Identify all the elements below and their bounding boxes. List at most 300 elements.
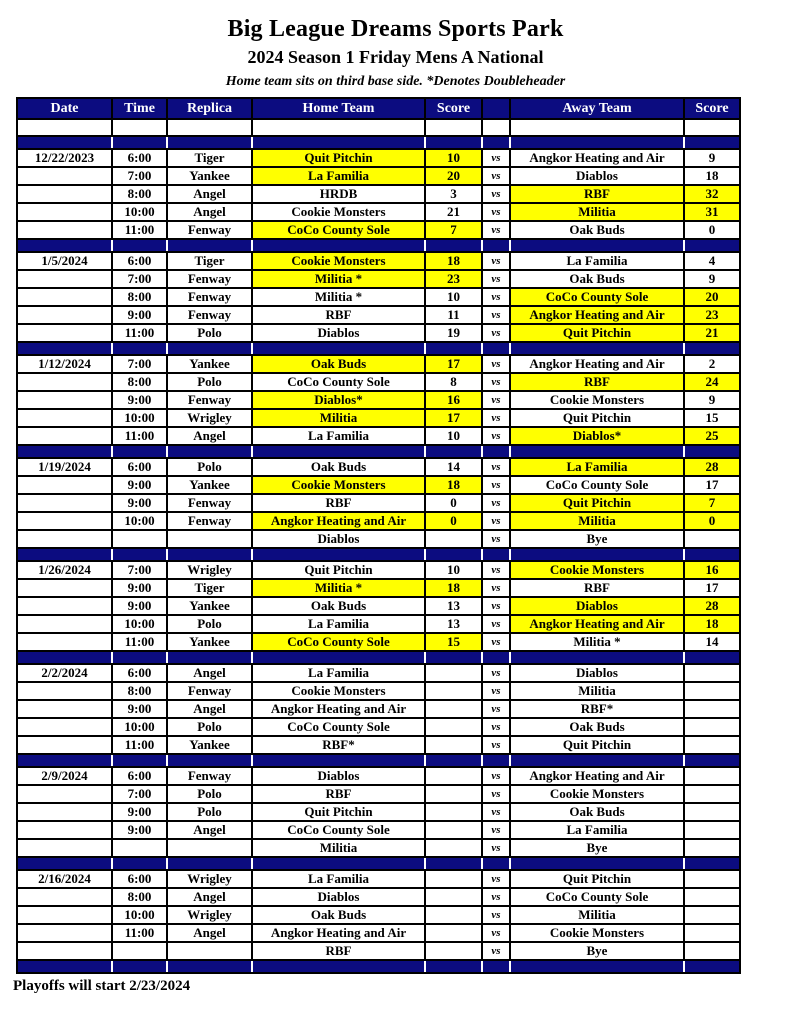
vs-cell: vs <box>482 561 510 579</box>
date-cell <box>17 651 112 664</box>
date-cell <box>17 615 112 633</box>
home-team-cell <box>252 754 425 767</box>
game-row <box>17 803 740 821</box>
time-cell: 8:00 <box>112 185 167 203</box>
home-score-cell: 3 <box>425 185 482 203</box>
home-score-cell: 10 <box>425 561 482 579</box>
home-team-cell: RBF* <box>252 736 425 754</box>
home-team-cell: Cookie Monsters <box>252 682 425 700</box>
home-score-cell: 18 <box>425 476 482 494</box>
replica-cell: Angel <box>167 203 252 221</box>
home-team-cell <box>252 445 425 458</box>
away-score-cell <box>684 700 740 718</box>
away-score-cell: 25 <box>684 427 740 445</box>
replica-cell: Polo <box>167 458 252 476</box>
replica-cell: Wrigley <box>167 409 252 427</box>
home-score-cell: 13 <box>425 597 482 615</box>
date-cell <box>17 136 112 149</box>
away-team-cell <box>510 119 684 136</box>
date-cell: 12/22/2023 <box>17 149 112 167</box>
away-score-cell: 17 <box>684 579 740 597</box>
home-score-cell: 14 <box>425 458 482 476</box>
date-cell <box>17 597 112 615</box>
home-score-cell <box>425 870 482 888</box>
home-team-cell <box>252 548 425 561</box>
vs-cell: vs <box>482 167 510 185</box>
time-cell: 11:00 <box>112 427 167 445</box>
replica-cell: Polo <box>167 373 252 391</box>
replica-cell: Fenway <box>167 391 252 409</box>
away-team-cell: Quit Pitchin <box>510 736 684 754</box>
date-cell <box>17 942 112 960</box>
replica-cell <box>167 857 252 870</box>
away-team-cell: Cookie Monsters <box>510 391 684 409</box>
away-team-cell: RBF <box>510 373 684 391</box>
vs-cell: vs <box>482 579 510 597</box>
home-team-cell: Quit Pitchin <box>252 561 425 579</box>
time-cell: 11:00 <box>112 324 167 342</box>
time-cell: 10:00 <box>112 409 167 427</box>
away-team-cell <box>510 342 684 355</box>
game-row <box>17 306 740 324</box>
away-score-cell: 28 <box>684 458 740 476</box>
home-score-cell: 17 <box>425 355 482 373</box>
date-cell <box>17 288 112 306</box>
game-row <box>17 718 740 736</box>
date-cell <box>17 494 112 512</box>
replica-cell: Fenway <box>167 288 252 306</box>
replica-cell: Polo <box>167 324 252 342</box>
replica-cell: Angel <box>167 427 252 445</box>
date-cell <box>17 888 112 906</box>
home-team-cell: Diablos <box>252 530 425 548</box>
vs-cell: vs <box>482 888 510 906</box>
page-subtitle: 2024 Season 1 Friday Mens A National <box>247 47 544 67</box>
vs-cell: vs <box>482 203 510 221</box>
home-score-cell <box>425 924 482 942</box>
vs-cell: vs <box>482 718 510 736</box>
replica-cell: Fenway <box>167 512 252 530</box>
vs-cell <box>482 754 510 767</box>
time-cell <box>112 651 167 664</box>
home-team-cell: Diablos <box>252 888 425 906</box>
date-cell <box>17 512 112 530</box>
away-score-cell: 0 <box>684 512 740 530</box>
away-team-cell: Militia <box>510 203 684 221</box>
home-score-cell <box>425 700 482 718</box>
date-cell: 1/19/2024 <box>17 458 112 476</box>
home-team-cell <box>252 239 425 252</box>
date-cell <box>17 803 112 821</box>
vs-cell: vs <box>482 288 510 306</box>
date-cell <box>17 548 112 561</box>
vs-cell: vs <box>482 306 510 324</box>
away-team-cell: RBF <box>510 579 684 597</box>
col-header-away-team: Away Team <box>510 98 684 119</box>
col-header-vs <box>482 98 510 119</box>
home-score-cell: 19 <box>425 324 482 342</box>
replica-cell: Fenway <box>167 767 252 785</box>
home-score-cell <box>425 839 482 857</box>
replica-cell: Angel <box>167 700 252 718</box>
vs-cell: vs <box>482 924 510 942</box>
col-header-home-team: Home Team <box>252 98 425 119</box>
home-score-cell <box>425 651 482 664</box>
replica-cell <box>167 960 252 973</box>
home-score-cell <box>425 718 482 736</box>
replica-cell: Fenway <box>167 270 252 288</box>
page-note: Home team sits on third base side. *Denotes Doubleheader <box>225 74 566 89</box>
away-team-cell: Quit Pitchin <box>510 409 684 427</box>
home-score-cell <box>425 119 482 136</box>
replica-cell <box>167 754 252 767</box>
away-score-cell <box>684 870 740 888</box>
replica-cell: Tiger <box>167 579 252 597</box>
vs-cell: vs <box>482 373 510 391</box>
away-team-cell: La Familia <box>510 821 684 839</box>
home-score-cell <box>425 754 482 767</box>
vs-cell: vs <box>482 391 510 409</box>
date-cell <box>17 700 112 718</box>
away-team-cell: Angkor Heating and Air <box>510 767 684 785</box>
vs-cell: vs <box>482 700 510 718</box>
game-row <box>17 458 740 476</box>
home-team-cell <box>252 136 425 149</box>
home-team-cell: CoCo County Sole <box>252 633 425 651</box>
away-score-cell <box>684 906 740 924</box>
time-cell <box>112 445 167 458</box>
time-cell: 7:00 <box>112 785 167 803</box>
away-team-cell: Oak Buds <box>510 221 684 239</box>
away-score-cell <box>684 682 740 700</box>
vs-cell: vs <box>482 476 510 494</box>
away-score-cell <box>684 924 740 942</box>
away-team-cell: Bye <box>510 839 684 857</box>
home-team-cell: Oak Buds <box>252 355 425 373</box>
away-team-cell: Militia * <box>510 633 684 651</box>
separator-row <box>17 445 740 458</box>
time-cell: 6:00 <box>112 664 167 682</box>
date-cell <box>17 718 112 736</box>
home-score-cell <box>425 239 482 252</box>
replica-cell: Polo <box>167 615 252 633</box>
game-row <box>17 203 740 221</box>
away-score-cell <box>684 821 740 839</box>
home-score-cell: 15 <box>425 633 482 651</box>
home-score-cell: 11 <box>425 306 482 324</box>
date-cell <box>17 821 112 839</box>
time-cell <box>112 548 167 561</box>
replica-cell: Yankee <box>167 476 252 494</box>
col-header-date: Date <box>17 98 112 119</box>
date-cell <box>17 579 112 597</box>
away-score-cell: 18 <box>684 615 740 633</box>
away-team-cell: La Familia <box>510 458 684 476</box>
away-team-cell: Quit Pitchin <box>510 494 684 512</box>
time-cell <box>112 239 167 252</box>
away-team-cell: CoCo County Sole <box>510 888 684 906</box>
time-cell <box>112 754 167 767</box>
home-score-cell <box>425 736 482 754</box>
game-row <box>17 924 740 942</box>
away-score-cell: 16 <box>684 561 740 579</box>
replica-cell: Angel <box>167 821 252 839</box>
schedule-body <box>17 119 740 973</box>
vs-cell <box>482 239 510 252</box>
home-score-cell: 18 <box>425 252 482 270</box>
away-score-cell: 7 <box>684 494 740 512</box>
vs-cell: vs <box>482 185 510 203</box>
home-score-cell <box>425 136 482 149</box>
vs-cell: vs <box>482 530 510 548</box>
game-row <box>17 270 740 288</box>
home-score-cell <box>425 942 482 960</box>
away-team-cell <box>510 960 684 973</box>
replica-cell: Fenway <box>167 682 252 700</box>
game-row <box>17 324 740 342</box>
separator-row <box>17 548 740 561</box>
away-team-cell <box>510 548 684 561</box>
vs-cell: vs <box>482 839 510 857</box>
date-cell <box>17 427 112 445</box>
game-row <box>17 700 740 718</box>
away-score-cell: 0 <box>684 221 740 239</box>
time-cell: 10:00 <box>112 718 167 736</box>
separator-row <box>17 136 740 149</box>
home-team-cell: CoCo County Sole <box>252 373 425 391</box>
game-row <box>17 682 740 700</box>
vs-cell: vs <box>482 409 510 427</box>
away-team-cell: Quit Pitchin <box>510 870 684 888</box>
home-team-cell: CoCo County Sole <box>252 221 425 239</box>
home-team-cell: Angkor Heating and Air <box>252 924 425 942</box>
home-team-cell: Diablos <box>252 767 425 785</box>
home-score-cell: 23 <box>425 270 482 288</box>
vs-cell <box>482 136 510 149</box>
away-team-cell: Diablos* <box>510 427 684 445</box>
away-team-cell: Oak Buds <box>510 718 684 736</box>
away-score-cell <box>684 530 740 548</box>
away-score-cell <box>684 445 740 458</box>
home-score-cell <box>425 682 482 700</box>
away-team-cell: Militia <box>510 906 684 924</box>
game-row <box>17 888 740 906</box>
time-cell: 8:00 <box>112 288 167 306</box>
home-score-cell: 20 <box>425 167 482 185</box>
home-team-cell: Angkor Heating and Air <box>252 700 425 718</box>
home-score-cell <box>425 445 482 458</box>
away-team-cell: Militia <box>510 512 684 530</box>
home-score-cell <box>425 803 482 821</box>
date-cell <box>17 185 112 203</box>
vs-cell <box>482 651 510 664</box>
away-score-cell <box>684 651 740 664</box>
vs-cell: vs <box>482 767 510 785</box>
replica-cell <box>167 651 252 664</box>
col-header-replica: Replica <box>167 98 252 119</box>
game-row <box>17 373 740 391</box>
away-team-cell: CoCo County Sole <box>510 476 684 494</box>
replica-cell: Fenway <box>167 221 252 239</box>
vs-cell: vs <box>482 494 510 512</box>
home-team-cell: Angkor Heating and Air <box>252 512 425 530</box>
replica-cell: Tiger <box>167 252 252 270</box>
away-team-cell <box>510 754 684 767</box>
replica-cell: Yankee <box>167 736 252 754</box>
date-cell <box>17 221 112 239</box>
home-team-cell: Diablos* <box>252 391 425 409</box>
replica-cell: Yankee <box>167 167 252 185</box>
vs-cell: vs <box>482 633 510 651</box>
away-score-cell <box>684 136 740 149</box>
game-row <box>17 906 740 924</box>
game-row <box>17 149 740 167</box>
game-row <box>17 288 740 306</box>
replica-cell <box>167 942 252 960</box>
game-row <box>17 767 740 785</box>
date-cell <box>17 445 112 458</box>
away-score-cell: 24 <box>684 373 740 391</box>
date-cell: 2/9/2024 <box>17 767 112 785</box>
home-team-cell <box>252 119 425 136</box>
vs-cell <box>482 119 510 136</box>
spacer-row <box>17 119 740 136</box>
away-team-cell: Angkor Heating and Air <box>510 615 684 633</box>
game-row <box>17 839 740 857</box>
time-cell: 8:00 <box>112 888 167 906</box>
game-row <box>17 736 740 754</box>
away-score-cell: 15 <box>684 409 740 427</box>
away-team-cell: La Familia <box>510 252 684 270</box>
home-team-cell: RBF <box>252 306 425 324</box>
away-score-cell: 2 <box>684 355 740 373</box>
home-score-cell: 0 <box>425 494 482 512</box>
time-cell <box>112 839 167 857</box>
home-score-cell <box>425 785 482 803</box>
home-team-cell: CoCo County Sole <box>252 821 425 839</box>
replica-cell <box>167 530 252 548</box>
col-header-time: Time <box>112 98 167 119</box>
away-team-cell: Cookie Monsters <box>510 785 684 803</box>
time-cell: 7:00 <box>112 355 167 373</box>
vs-cell <box>482 445 510 458</box>
date-cell <box>17 754 112 767</box>
home-team-cell: CoCo County Sole <box>252 718 425 736</box>
date-cell <box>17 906 112 924</box>
date-cell <box>17 960 112 973</box>
away-team-cell: Cookie Monsters <box>510 924 684 942</box>
date-cell <box>17 682 112 700</box>
time-cell <box>112 942 167 960</box>
away-score-cell: 18 <box>684 167 740 185</box>
game-row <box>17 821 740 839</box>
home-team-cell: Militia <box>252 839 425 857</box>
page-title: Big League Dreams Sports Park <box>227 16 564 42</box>
home-score-cell: 17 <box>425 409 482 427</box>
game-row <box>17 221 740 239</box>
replica-cell: Angel <box>167 924 252 942</box>
game-row <box>17 167 740 185</box>
vs-cell: vs <box>482 512 510 530</box>
away-team-cell <box>510 445 684 458</box>
date-cell <box>17 270 112 288</box>
away-team-cell: Diablos <box>510 597 684 615</box>
replica-cell <box>167 239 252 252</box>
away-team-cell: RBF* <box>510 700 684 718</box>
away-team-cell: Cookie Monsters <box>510 561 684 579</box>
home-team-cell: Cookie Monsters <box>252 476 425 494</box>
date-cell <box>17 736 112 754</box>
away-score-cell: 23 <box>684 306 740 324</box>
time-cell: 6:00 <box>112 252 167 270</box>
away-team-cell: Bye <box>510 942 684 960</box>
date-cell <box>17 785 112 803</box>
time-cell: 9:00 <box>112 476 167 494</box>
home-team-cell <box>252 651 425 664</box>
home-team-cell: La Familia <box>252 615 425 633</box>
home-team-cell: Militia * <box>252 288 425 306</box>
home-score-cell <box>425 664 482 682</box>
replica-cell: Fenway <box>167 494 252 512</box>
vs-cell: vs <box>482 785 510 803</box>
home-team-cell: La Familia <box>252 167 425 185</box>
home-score-cell: 10 <box>425 427 482 445</box>
time-cell: 9:00 <box>112 306 167 324</box>
time-cell <box>112 119 167 136</box>
schedule-table <box>16 97 741 974</box>
home-score-cell: 21 <box>425 203 482 221</box>
separator-row <box>17 651 740 664</box>
home-team-cell: Militia <box>252 409 425 427</box>
home-score-cell: 13 <box>425 615 482 633</box>
time-cell: 10:00 <box>112 615 167 633</box>
away-score-cell: 9 <box>684 149 740 167</box>
home-team-cell: Quit Pitchin <box>252 803 425 821</box>
replica-cell: Polo <box>167 718 252 736</box>
separator-row <box>17 239 740 252</box>
time-cell: 10:00 <box>112 906 167 924</box>
home-team-cell: Cookie Monsters <box>252 203 425 221</box>
home-team-cell: La Familia <box>252 870 425 888</box>
away-score-cell <box>684 839 740 857</box>
vs-cell: vs <box>482 736 510 754</box>
date-cell: 2/2/2024 <box>17 664 112 682</box>
time-cell: 6:00 <box>112 149 167 167</box>
away-score-cell: 9 <box>684 391 740 409</box>
date-cell <box>17 530 112 548</box>
game-row <box>17 512 740 530</box>
home-score-cell: 16 <box>425 391 482 409</box>
home-team-cell: Militia * <box>252 579 425 597</box>
game-row <box>17 476 740 494</box>
time-cell: 8:00 <box>112 373 167 391</box>
table-header <box>17 98 740 119</box>
home-score-cell <box>425 888 482 906</box>
date-cell: 1/26/2024 <box>17 561 112 579</box>
away-score-cell <box>684 342 740 355</box>
vs-cell: vs <box>482 821 510 839</box>
away-score-cell <box>684 857 740 870</box>
game-row <box>17 355 740 373</box>
home-team-cell: Diablos <box>252 324 425 342</box>
away-score-cell <box>684 736 740 754</box>
game-row <box>17 494 740 512</box>
vs-cell <box>482 857 510 870</box>
home-team-cell: RBF <box>252 494 425 512</box>
date-cell <box>17 409 112 427</box>
away-score-cell <box>684 119 740 136</box>
replica-cell <box>167 548 252 561</box>
